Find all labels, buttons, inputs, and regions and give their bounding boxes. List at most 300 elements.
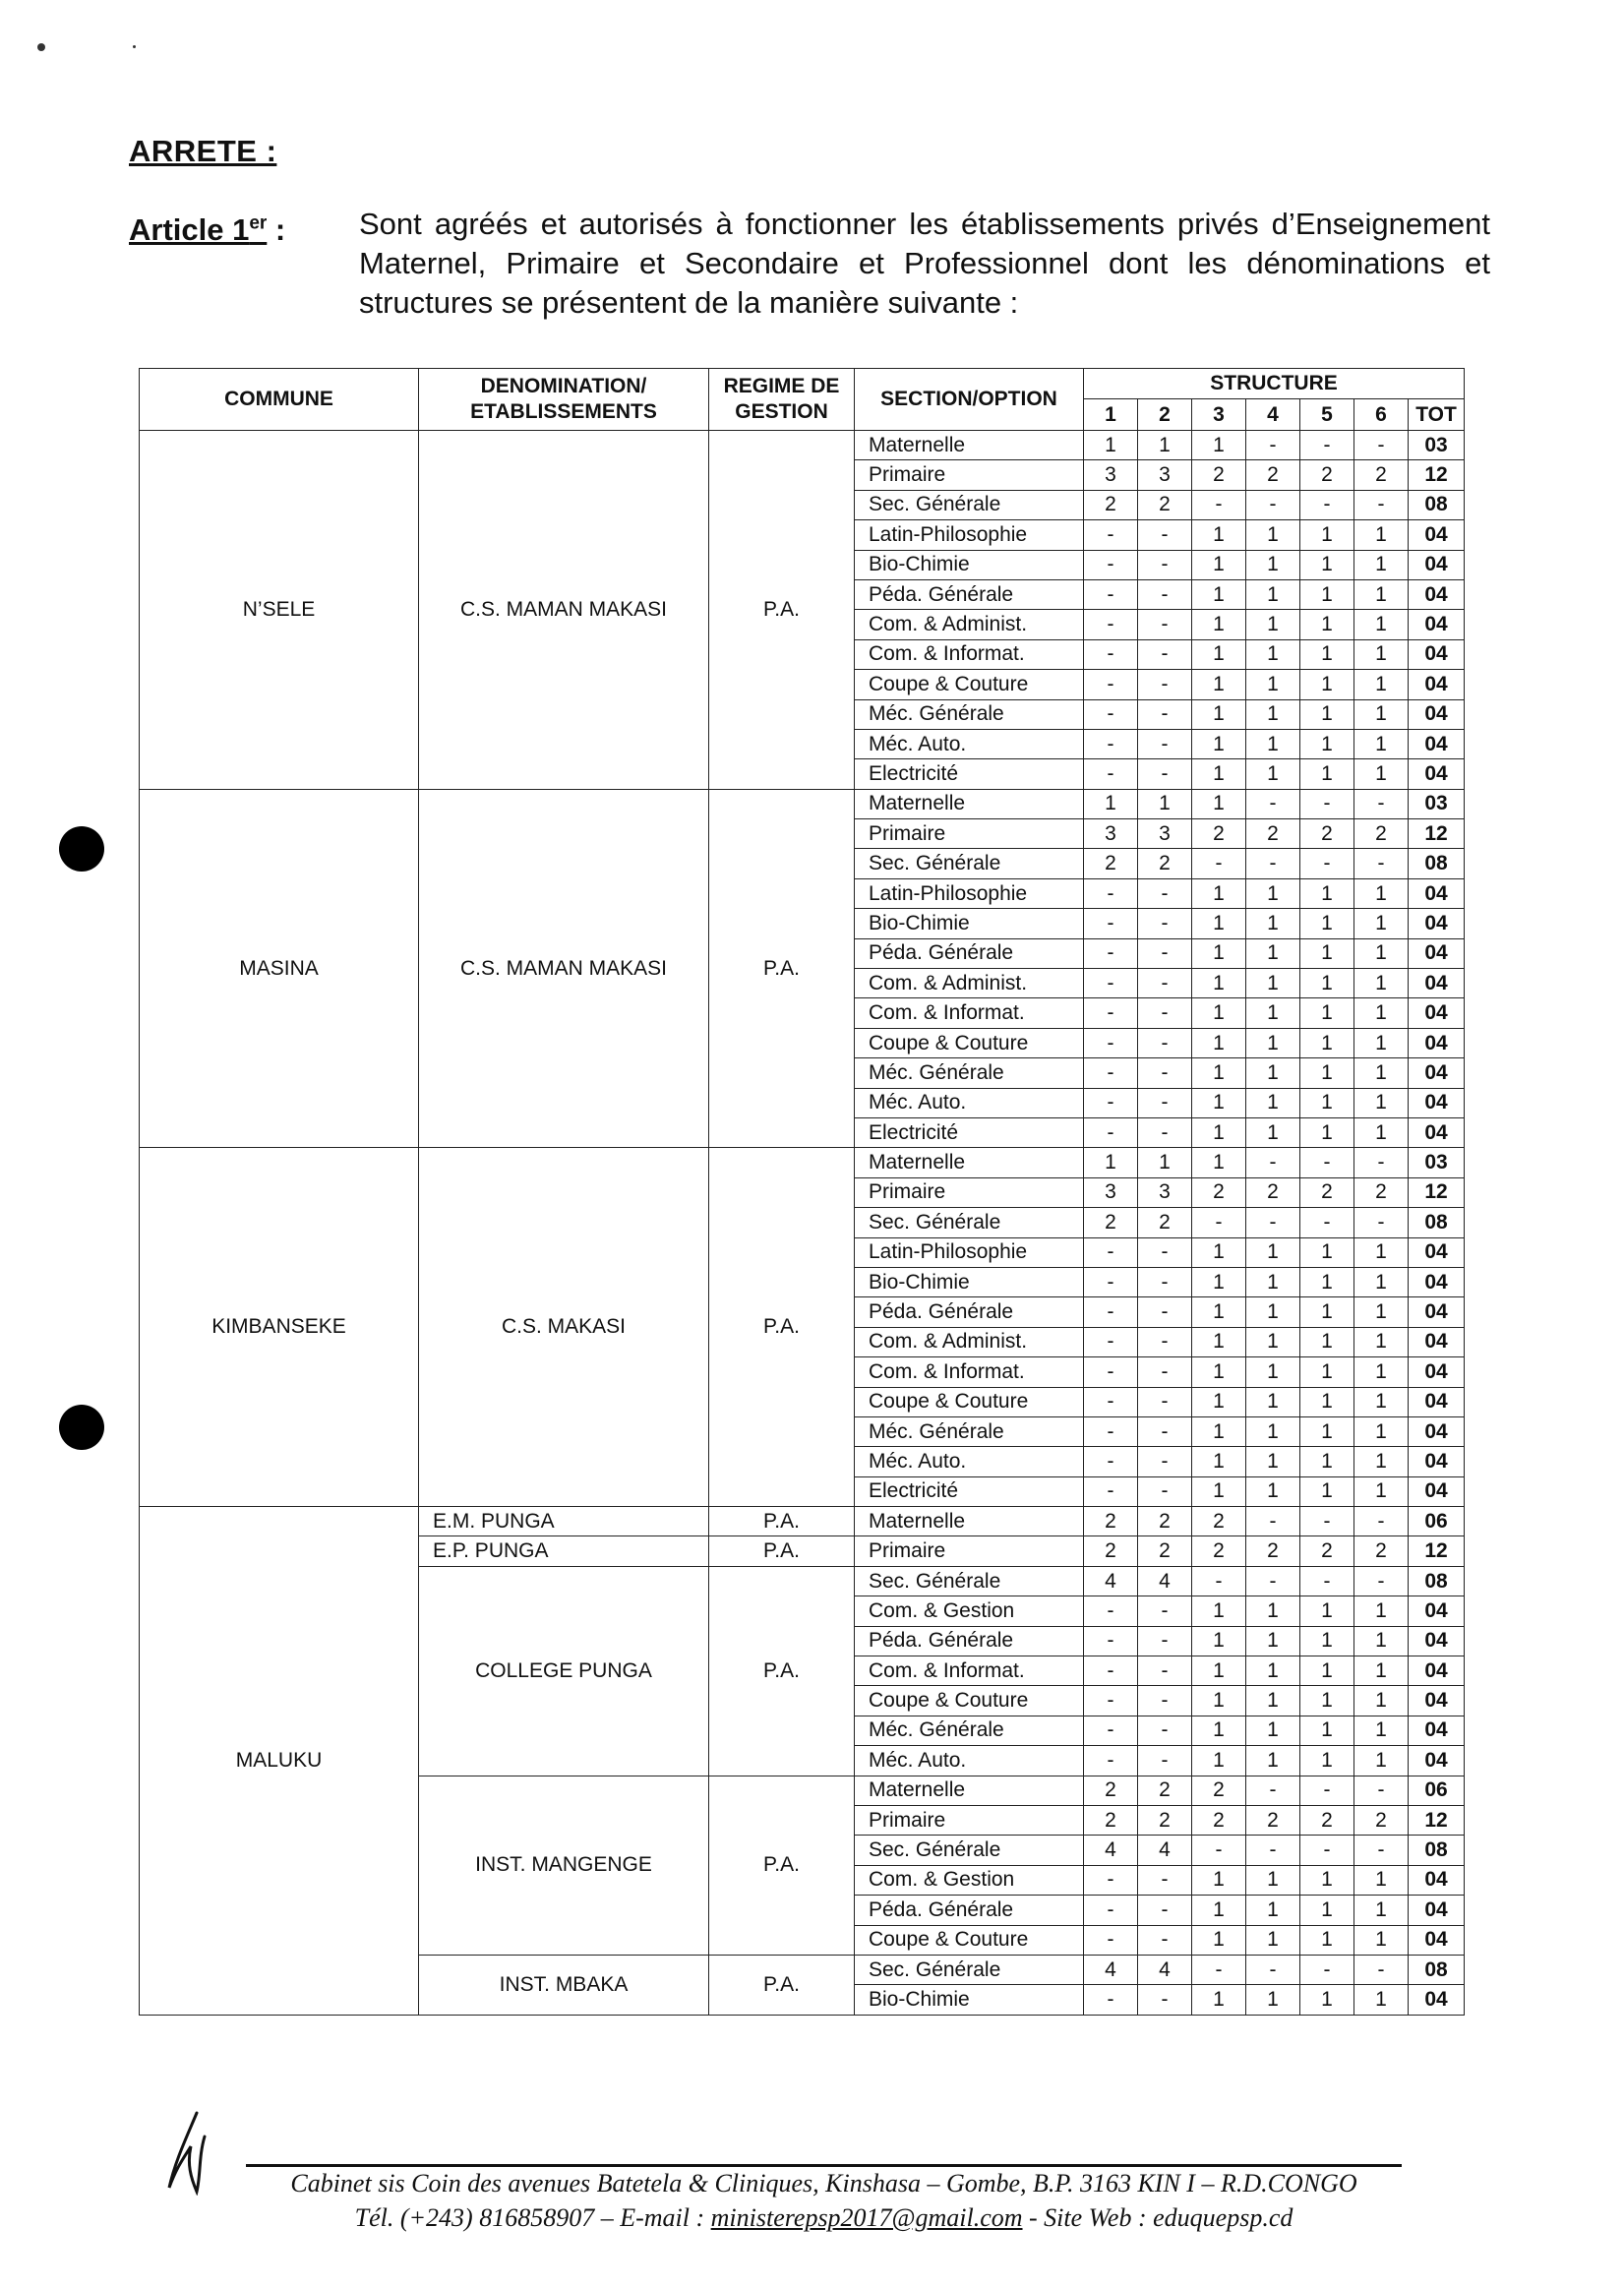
total-cell: 04 [1409, 1237, 1465, 1267]
establishment-name-cell: C.S. MAMAN MAKASI [419, 789, 709, 1148]
establishment-name-cell: C.S. MAMAN MAKASI [419, 431, 709, 790]
total-cell: 04 [1409, 1896, 1465, 1925]
structure-cell: - [1138, 699, 1192, 729]
structure-cell: 1 [1246, 1237, 1300, 1267]
structure-cell: 1 [1246, 1896, 1300, 1925]
structure-cell: 3 [1138, 1177, 1192, 1207]
structure-cell: - [1084, 1297, 1138, 1327]
structure-cell: 2 [1246, 819, 1300, 849]
total-cell: 04 [1409, 1327, 1465, 1356]
structure-cell: 2 [1300, 1177, 1354, 1207]
structure-cell: 1 [1354, 1447, 1409, 1476]
structure-cell: 1 [1192, 1297, 1246, 1327]
structure-cell: - [1138, 1716, 1192, 1745]
structure-cell: - [1138, 878, 1192, 908]
structure-cell: - [1084, 1925, 1138, 1955]
structure-cell: 1 [1354, 1117, 1409, 1147]
section-cell: Com. & Gestion [855, 1596, 1084, 1626]
structure-cell: 1 [1354, 998, 1409, 1028]
structure-cell: - [1354, 1507, 1409, 1536]
structure-cell: 1 [1192, 1746, 1246, 1776]
section-cell: Com. & Administ. [855, 969, 1084, 998]
structure-cell: 1 [1354, 1387, 1409, 1416]
structure-cell: 2 [1354, 460, 1409, 490]
total-cell: 04 [1409, 998, 1465, 1028]
structure-cell: - [1084, 938, 1138, 968]
structure-cell: 1 [1192, 1626, 1246, 1656]
total-cell: 04 [1409, 1088, 1465, 1117]
structure-cell: - [1084, 520, 1138, 550]
header-commune: COMMUNE [140, 369, 419, 431]
section-cell: Com. & Informat. [855, 1357, 1084, 1387]
structure-cell: - [1138, 1297, 1192, 1327]
structure-cell: - [1354, 1566, 1409, 1596]
structure-cell: 1 [1354, 1357, 1409, 1387]
structure-cell: 1 [1354, 1088, 1409, 1117]
structure-cell: - [1084, 639, 1138, 669]
total-cell: 03 [1409, 1148, 1465, 1177]
structure-cell: - [1084, 579, 1138, 609]
structure-cell: 1 [1300, 1387, 1354, 1416]
structure-cell: 1 [1192, 998, 1246, 1028]
section-cell: Méc. Auto. [855, 1088, 1084, 1117]
total-cell: 04 [1409, 1058, 1465, 1088]
structure-cell: 1 [1300, 1896, 1354, 1925]
structure-cell: 1 [1300, 1925, 1354, 1955]
section-cell: Péda. Générale [855, 1896, 1084, 1925]
section-cell: Bio-Chimie [855, 1985, 1084, 2015]
structure-cell: 1 [1300, 1028, 1354, 1057]
structure-cell: - [1138, 1896, 1192, 1925]
section-cell: Com. & Informat. [855, 1656, 1084, 1686]
establishment-name-cell: INST. MANGENGE [419, 1776, 709, 1955]
structure-cell: - [1138, 1117, 1192, 1147]
structure-cell: - [1084, 998, 1138, 1028]
structure-cell: 1 [1084, 789, 1138, 818]
structure-cell: - [1138, 1387, 1192, 1416]
structure-cell: - [1300, 1208, 1354, 1237]
footer-email-link[interactable]: ministerepsp2017@gmail.com [710, 2203, 1023, 2232]
total-cell: 04 [1409, 1357, 1465, 1387]
structure-cell: 1 [1246, 610, 1300, 639]
structure-cell: 1 [1192, 1865, 1246, 1895]
structure-cell: 1 [1300, 1117, 1354, 1147]
total-cell: 03 [1409, 789, 1465, 818]
structure-cell: 1 [1354, 610, 1409, 639]
article-label-text: Article 1 [129, 212, 250, 247]
structure-cell: - [1084, 1237, 1138, 1267]
structure-cell: 1 [1192, 1237, 1246, 1267]
total-cell: 04 [1409, 1387, 1465, 1416]
structure-cell: - [1138, 550, 1192, 579]
structure-cell: - [1084, 878, 1138, 908]
total-cell: 12 [1409, 1805, 1465, 1835]
regime-cell: P.A. [709, 1566, 855, 1776]
structure-cell: 1 [1246, 1357, 1300, 1387]
structure-cell: 2 [1192, 1507, 1246, 1536]
structure-cell: 1 [1192, 1267, 1246, 1296]
structure-cell: 2 [1354, 1805, 1409, 1835]
section-cell: Coupe & Couture [855, 670, 1084, 699]
structure-cell: 1 [1138, 431, 1192, 460]
article-label-colon: : [267, 212, 286, 247]
section-cell: Primaire [855, 819, 1084, 849]
structure-cell: 1 [1300, 1447, 1354, 1476]
structure-cell: 1 [1246, 909, 1300, 938]
total-cell: 06 [1409, 1507, 1465, 1536]
structure-cell: - [1300, 1566, 1354, 1596]
structure-cell: - [1300, 1148, 1354, 1177]
structure-cell: - [1084, 1626, 1138, 1656]
arrete-heading: ARRETE : [129, 134, 277, 168]
establishment-name-cell: COLLEGE PUNGA [419, 1566, 709, 1776]
structure-cell: 3 [1138, 460, 1192, 490]
total-cell: 04 [1409, 1985, 1465, 2015]
section-cell: Maternelle [855, 1776, 1084, 1805]
structure-cell: 1 [1300, 1416, 1354, 1446]
structure-cell: 1 [1246, 1117, 1300, 1147]
structure-cell: 1 [1192, 1985, 1246, 2015]
footer-address: Cabinet sis Coin des avenues Batetela & Cliniques, Kinshasa – Gombe, B.P. 3163 KIN I – R.D.CONGO [290, 2169, 1357, 2198]
structure-cell: - [1246, 1776, 1300, 1805]
section-cell: Sec. Générale [855, 849, 1084, 878]
structure-cell: 1 [1246, 1028, 1300, 1057]
section-cell: Bio-Chimie [855, 1267, 1084, 1296]
structure-cell: 2 [1300, 1536, 1354, 1566]
structure-cell: 2 [1354, 1536, 1409, 1566]
structure-cell: 2 [1192, 460, 1246, 490]
structure-cell: 2 [1192, 1536, 1246, 1566]
structure-cell: 1 [1300, 1327, 1354, 1356]
structure-cell: 2 [1084, 1776, 1138, 1805]
structure-cell: 1 [1192, 670, 1246, 699]
structure-cell: 4 [1084, 1836, 1138, 1865]
structure-cell: - [1138, 1686, 1192, 1716]
section-cell: Coupe & Couture [855, 1686, 1084, 1716]
total-cell: 04 [1409, 1716, 1465, 1745]
structure-cell: - [1084, 1865, 1138, 1895]
structure-cell: 1 [1192, 969, 1246, 998]
section-cell: Com. & Informat. [855, 998, 1084, 1028]
total-cell: 04 [1409, 670, 1465, 699]
structure-cell: 1 [1138, 1148, 1192, 1177]
structure-cell: - [1354, 849, 1409, 878]
commune-cell: MALUKU [140, 1507, 419, 2016]
structure-cell: 1 [1354, 1237, 1409, 1267]
structure-cell: 2 [1246, 1805, 1300, 1835]
structure-cell: - [1246, 1148, 1300, 1177]
structure-cell: - [1354, 1955, 1409, 1984]
section-cell: Coupe & Couture [855, 1387, 1084, 1416]
structure-cell: 1 [1354, 1416, 1409, 1446]
structure-cell: 1 [1246, 729, 1300, 758]
structure-cell: 1 [1300, 1656, 1354, 1686]
structure-cell: 1 [1300, 1746, 1354, 1776]
establishment-name-cell: E.P. PUNGA [419, 1536, 709, 1566]
article-label-sup: er [249, 212, 268, 234]
header-section: SECTION/OPTION [855, 369, 1084, 431]
structure-cell: - [1354, 1836, 1409, 1865]
structure-cell: 1 [1246, 1596, 1300, 1626]
section-cell: Primaire [855, 1536, 1084, 1566]
structure-cell: 1 [1246, 1447, 1300, 1476]
structure-cell: 1 [1246, 1925, 1300, 1955]
structure-cell: 1 [1192, 729, 1246, 758]
section-cell: Latin-Philosophie [855, 878, 1084, 908]
section-cell: Péda. Générale [855, 579, 1084, 609]
punch-hole [59, 1405, 104, 1450]
structure-cell: - [1354, 1776, 1409, 1805]
footer-website: - Site Web : eduquepsp.cd [1022, 2203, 1293, 2232]
structure-cell: 2 [1192, 1177, 1246, 1207]
structure-cell: - [1138, 1476, 1192, 1506]
structure-cell: 1 [1246, 639, 1300, 669]
structure-cell: - [1192, 1208, 1246, 1237]
structure-cell: 2 [1246, 1177, 1300, 1207]
structure-cell: 2 [1192, 819, 1246, 849]
structure-cell: 1 [1246, 1865, 1300, 1895]
structure-cell: - [1138, 520, 1192, 550]
structure-cell: 1 [1246, 1297, 1300, 1327]
structure-cell: - [1138, 1088, 1192, 1117]
structure-cell: 1 [1192, 1117, 1246, 1147]
structure-cell: - [1138, 909, 1192, 938]
structure-cell: 2 [1084, 1805, 1138, 1835]
structure-cell: 1 [1300, 579, 1354, 609]
structure-cell: 1 [1246, 670, 1300, 699]
structure-cell: - [1246, 1566, 1300, 1596]
structure-cell: - [1246, 490, 1300, 519]
structure-cell: 1 [1300, 729, 1354, 758]
article-label [129, 212, 285, 248]
structure-cell: - [1138, 579, 1192, 609]
structure-cell: 1 [1300, 610, 1354, 639]
structure-cell: 1 [1192, 699, 1246, 729]
structure-cell: 2 [1084, 1208, 1138, 1237]
structure-cell: 1 [1246, 1476, 1300, 1506]
structure-cell: - [1138, 1596, 1192, 1626]
structure-cell: 1 [1246, 1387, 1300, 1416]
structure-cell: - [1084, 1985, 1138, 2015]
structure-cell: 1 [1192, 431, 1246, 460]
total-cell: 04 [1409, 1626, 1465, 1656]
structure-cell: - [1138, 1985, 1192, 2015]
total-cell: 04 [1409, 729, 1465, 758]
structure-cell: 1 [1300, 969, 1354, 998]
total-cell: 04 [1409, 550, 1465, 579]
structure-cell: - [1192, 1955, 1246, 1984]
structure-cell: - [1300, 1507, 1354, 1536]
structure-cell: 1 [1300, 699, 1354, 729]
section-cell: Péda. Générale [855, 1626, 1084, 1656]
structure-cell: 1 [1246, 1686, 1300, 1716]
regime-cell: P.A. [709, 1776, 855, 1955]
header-col-5: 5 [1300, 399, 1354, 431]
structure-cell: 3 [1084, 1177, 1138, 1207]
section-cell: Latin-Philosophie [855, 520, 1084, 550]
regime-cell: P.A. [709, 1507, 855, 1536]
total-cell: 08 [1409, 1836, 1465, 1865]
structure-cell: 2 [1192, 1776, 1246, 1805]
total-cell: 04 [1409, 938, 1465, 968]
structure-cell: 1 [1192, 1716, 1246, 1745]
total-cell: 04 [1409, 699, 1465, 729]
structure-cell: - [1084, 1596, 1138, 1626]
section-cell: Méc. Auto. [855, 1447, 1084, 1476]
structure-cell: - [1138, 759, 1192, 789]
structure-cell: 1 [1192, 579, 1246, 609]
structure-cell: - [1084, 1387, 1138, 1416]
section-cell: Méc. Générale [855, 699, 1084, 729]
structure-cell: - [1138, 1865, 1192, 1895]
structure-cell: 1 [1354, 1596, 1409, 1626]
structure-cell: 2 [1138, 849, 1192, 878]
structure-cell: 1 [1300, 639, 1354, 669]
structure-cell: 1 [1246, 998, 1300, 1028]
structure-cell: 2 [1300, 460, 1354, 490]
section-cell: Coupe & Couture [855, 1028, 1084, 1057]
structure-cell: 1 [1354, 1896, 1409, 1925]
structure-cell: 1 [1084, 1148, 1138, 1177]
structure-cell: 1 [1354, 759, 1409, 789]
structure-cell: 1 [1354, 878, 1409, 908]
section-cell: Maternelle [855, 1507, 1084, 1536]
structure-cell: - [1084, 1746, 1138, 1776]
section-cell: Primaire [855, 460, 1084, 490]
structure-cell: 1 [1084, 431, 1138, 460]
establishment-name-cell: INST. MBAKA [419, 1955, 709, 2015]
structure-cell: - [1084, 1357, 1138, 1387]
structure-cell: 1 [1192, 1028, 1246, 1057]
structure-cell: 1 [1246, 938, 1300, 968]
total-cell: 04 [1409, 1656, 1465, 1686]
structure-cell: 1 [1354, 1656, 1409, 1686]
structure-cell: 4 [1084, 1566, 1138, 1596]
structure-cell: 1 [1192, 1447, 1246, 1476]
structure-cell: - [1084, 1028, 1138, 1057]
structure-cell: 1 [1192, 1148, 1246, 1177]
structure-cell: 1 [1192, 1327, 1246, 1356]
structure-cell: 2 [1084, 490, 1138, 519]
footer-phone: Tél. (+243) 816858907 – E-mail : [354, 2203, 711, 2232]
structure-cell: - [1138, 1267, 1192, 1296]
structure-cell: - [1084, 1416, 1138, 1446]
total-cell: 08 [1409, 1566, 1465, 1596]
structure-cell: 1 [1300, 1476, 1354, 1506]
total-cell: 04 [1409, 1476, 1465, 1506]
commune-cell: KIMBANSEKE [140, 1148, 419, 1507]
structure-cell: 2 [1192, 1805, 1246, 1835]
structure-cell: 1 [1192, 1925, 1246, 1955]
structure-cell: 1 [1300, 998, 1354, 1028]
total-cell: 04 [1409, 1267, 1465, 1296]
total-cell: 04 [1409, 1416, 1465, 1446]
structure-cell: - [1084, 610, 1138, 639]
header-regime [709, 369, 855, 431]
structure-cell: - [1246, 1507, 1300, 1536]
structure-cell: - [1138, 1028, 1192, 1057]
structure-cell: - [1246, 789, 1300, 818]
structure-cell: 1 [1300, 1297, 1354, 1327]
structure-cell: - [1084, 1716, 1138, 1745]
structure-cell: 1 [1192, 550, 1246, 579]
structure-cell: 1 [1354, 1746, 1409, 1776]
structure-cell: 1 [1246, 1985, 1300, 2015]
section-cell: Primaire [855, 1177, 1084, 1207]
scan-speck [133, 45, 136, 48]
header-regime-l1: REGIME DE [723, 375, 840, 397]
structure-cell: 1 [1246, 699, 1300, 729]
structure-cell: - [1300, 490, 1354, 519]
structure-cell: - [1192, 849, 1246, 878]
header-col-4: 4 [1246, 399, 1300, 431]
structure-cell: 1 [1354, 520, 1409, 550]
total-cell: 04 [1409, 1297, 1465, 1327]
structure-cell: 1 [1192, 1476, 1246, 1506]
structure-cell: 2 [1246, 1536, 1300, 1566]
total-cell: 04 [1409, 1925, 1465, 1955]
regime-cell: P.A. [709, 1536, 855, 1566]
establishment-name-cell: E.M. PUNGA [419, 1507, 709, 1536]
regime-cell: P.A. [709, 1148, 855, 1507]
structure-cell: 1 [1300, 1716, 1354, 1745]
scan-speck [37, 43, 45, 51]
structure-cell: 1 [1354, 909, 1409, 938]
structure-cell: 1 [1354, 1626, 1409, 1656]
total-cell: 04 [1409, 639, 1465, 669]
table-row [140, 1507, 1465, 1536]
structure-cell: - [1138, 1416, 1192, 1446]
structure-cell: 1 [1354, 670, 1409, 699]
structure-cell: 1 [1354, 1985, 1409, 2015]
structure-cell: - [1138, 1357, 1192, 1387]
header-denomination-l2: ETABLISSEMENTS [470, 400, 657, 423]
structure-cell: - [1300, 849, 1354, 878]
structure-cell: - [1084, 1447, 1138, 1476]
structure-cell: 1 [1192, 938, 1246, 968]
structure-cell: 2 [1138, 1507, 1192, 1536]
structure-cell: 1 [1192, 1088, 1246, 1117]
structure-cell: - [1138, 1237, 1192, 1267]
structure-cell: 1 [1354, 1716, 1409, 1745]
structure-cell: - [1084, 1117, 1138, 1147]
header-regime-l2: GESTION [735, 400, 828, 423]
structure-cell: - [1300, 1836, 1354, 1865]
structure-cell: - [1300, 1776, 1354, 1805]
structure-cell: 1 [1192, 1686, 1246, 1716]
total-cell: 04 [1409, 969, 1465, 998]
section-cell: Sec. Générale [855, 1208, 1084, 1237]
structure-cell: 1 [1354, 1686, 1409, 1716]
structure-cell: 1 [1300, 1267, 1354, 1296]
section-cell: Com. & Administ. [855, 1327, 1084, 1356]
structure-cell: 2 [1354, 1177, 1409, 1207]
structure-cell: 1 [1354, 579, 1409, 609]
structure-cell: 1 [1246, 1088, 1300, 1117]
commune-cell: MASINA [140, 789, 419, 1148]
structure-cell: 1 [1246, 1267, 1300, 1296]
structure-cell: 1 [1300, 1357, 1354, 1387]
structure-cell: 1 [1354, 1476, 1409, 1506]
structure-cell: 1 [1246, 1058, 1300, 1088]
structure-cell: 3 [1138, 819, 1192, 849]
section-cell: Péda. Générale [855, 938, 1084, 968]
section-cell: Sec. Générale [855, 1566, 1084, 1596]
section-cell: Méc. Générale [855, 1416, 1084, 1446]
structure-cell: - [1138, 639, 1192, 669]
structure-cell: 2 [1138, 1776, 1192, 1805]
section-cell: Electricité [855, 1476, 1084, 1506]
